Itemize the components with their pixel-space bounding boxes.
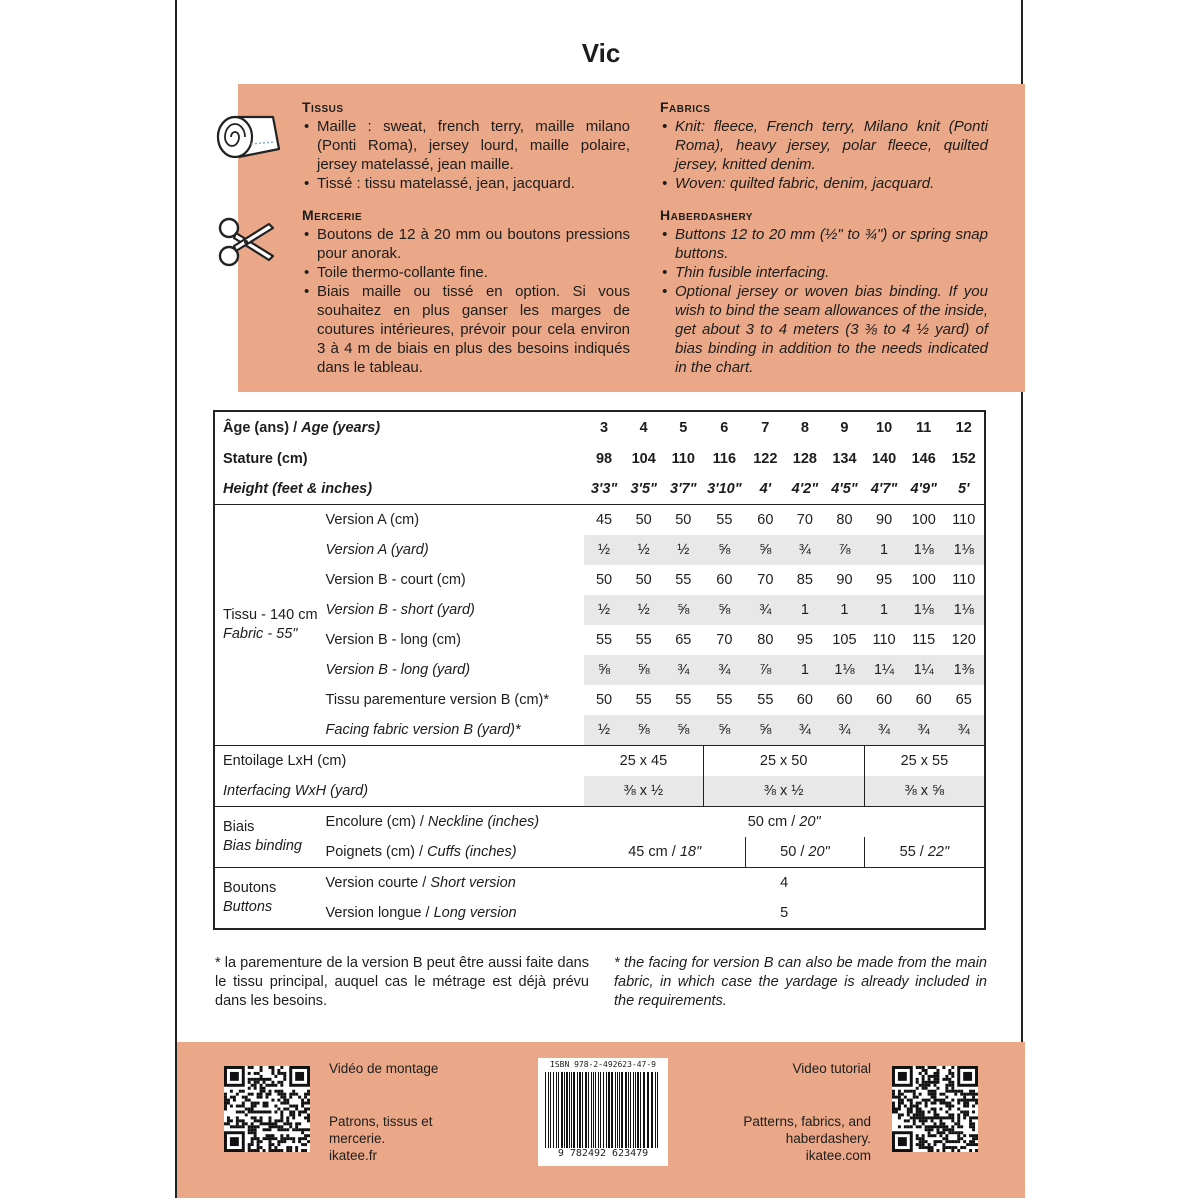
stature-cell: 146 — [911, 451, 936, 467]
fabric-row — [214, 655, 985, 685]
fabric-cell: 1⅛ — [904, 535, 944, 565]
height-cell: 4'5" — [831, 481, 858, 497]
interfacing-cell: ⅜ x ⅝ — [864, 776, 985, 807]
fabric-cell: 55 — [716, 692, 733, 708]
fabric-section — [214, 505, 985, 746]
fabric-cell: ½ — [584, 535, 624, 565]
interfacing-cell: ⅜ x ½ — [703, 776, 864, 807]
long-value: 5 — [780, 905, 789, 921]
stature-cell: 116 — [712, 451, 737, 467]
fabric-row — [214, 565, 985, 595]
fabric-cell: ¾ — [746, 595, 785, 625]
fabric-cell: ¾ — [785, 715, 825, 746]
shop-label-en: Patterns, fabrics, and haberdashery. — [743, 1114, 871, 1146]
long-version-row — [214, 898, 985, 929]
short-label-en: Short version — [430, 875, 516, 891]
interfacing-cell: ⅜ x ½ — [584, 776, 703, 807]
neckline-label-fr: Encolure (cm) / — [325, 814, 428, 830]
size-chart — [213, 410, 986, 930]
page-title: Vic — [581, 38, 621, 68]
short-version-row — [214, 868, 985, 899]
height-label: Height (feet & inches) — [223, 481, 373, 497]
cuffs-value-in: 18" — [679, 844, 702, 860]
fabric-cell: 70 — [716, 632, 733, 648]
fabric-cell: 1 — [864, 595, 904, 625]
fabric-row-label: Version B - long (cm) — [325, 632, 461, 648]
fabric-cell: ½ — [584, 595, 624, 625]
list-item: • Optional jersey or woven bias binding. If you wish to bind the seam allowances of the inside, get about 3 to 4 meters (3 ⅜ to 4 ½ yard) of bias binding in addition to the needs indicated in the chart. — [660, 282, 988, 377]
fabric-cell: ¾ — [785, 535, 825, 565]
fabric-cell: 120 — [951, 632, 976, 648]
fabric-cell: 115 — [912, 632, 936, 648]
height-cell: 4'7" — [870, 481, 898, 497]
fabric-cell: 110 — [952, 572, 976, 588]
interfacing-yard-row — [214, 776, 985, 807]
fabric-cell: 70 — [785, 505, 825, 536]
interfacing-cm-row — [214, 746, 985, 777]
fabric-cell: ¾ — [663, 655, 703, 685]
buttons-label-en: Buttons — [223, 899, 273, 915]
age-cell: 5 — [679, 420, 688, 436]
fabric-cell: 70 — [757, 572, 774, 588]
fabric-cell: 1 — [825, 595, 865, 625]
long-label-fr: Version longue / — [325, 905, 434, 921]
fabrics-fr — [302, 98, 630, 193]
fabric-cell: ½ — [624, 535, 664, 565]
barcode-number: 9 782492 623479 — [557, 1148, 649, 1159]
haberdashery-heading-fr: Mercerie — [302, 207, 363, 223]
fabric-cell: 105 — [832, 632, 857, 648]
fabric-cell: 1⅜ — [943, 655, 985, 685]
fabric-roll-icon — [215, 112, 281, 162]
fabric-cell: ⅝ — [584, 655, 624, 685]
fabric-cell: 60 — [915, 692, 932, 708]
fabric-row-label: Version B - court (cm) — [325, 572, 466, 588]
age-cell: 4 — [639, 420, 648, 436]
fabric-cell: 95 — [876, 572, 893, 588]
stature-cell: 134 — [832, 451, 857, 467]
height-cell: 3'5" — [630, 481, 657, 497]
fabric-row-label: Version A (yard) — [325, 542, 429, 558]
short-label-fr: Version courte / — [325, 875, 431, 891]
fabric-cell: 60 — [796, 692, 813, 708]
neckline-label-en: Neckline (inches) — [427, 814, 540, 830]
fabric-cell: 90 — [864, 505, 904, 536]
fabric-cell: 1¼ — [904, 655, 944, 685]
fabric-row-label: Facing fabric version B (yard)* — [325, 722, 521, 738]
interfacing-label-fr: Entoilage LxH (cm) — [214, 746, 584, 777]
fabric-cell: 65 — [675, 632, 692, 648]
age-cell: 9 — [840, 420, 849, 436]
fabric-cell: 60 — [716, 572, 733, 588]
fabric-cell: 1¼ — [864, 655, 904, 685]
stature-label: Stature (cm) — [223, 451, 308, 467]
fabric-cell: 60 — [876, 692, 893, 708]
fabric-cell: ⅝ — [663, 715, 703, 746]
barcode-bars — [543, 1072, 663, 1150]
cuffs-value-cm: 45 cm / — [628, 844, 680, 860]
fabric-cell: 50 — [635, 572, 652, 588]
fabric-cell: ⅝ — [624, 715, 664, 746]
fabric-cell: 50 — [595, 692, 613, 708]
fabric-cell: ⅝ — [663, 595, 703, 625]
bias-section — [214, 807, 985, 868]
fabric-cell: 85 — [796, 572, 813, 588]
height-cell: 4' — [759, 481, 772, 497]
height-cell: 3'3" — [590, 481, 618, 497]
fabric-cell: ⅞ — [746, 655, 785, 685]
fabrics-list-en — [660, 117, 988, 193]
haberdashery-list-fr — [302, 225, 630, 377]
fabric-row — [214, 535, 985, 565]
fabric-cell: 100 — [904, 505, 944, 536]
fabric-cell: ⅝ — [703, 595, 746, 625]
fabric-cell: 50 — [595, 572, 613, 588]
fabric-row-label: Version B - long (yard) — [325, 662, 471, 678]
fabric-cell: ⅝ — [703, 535, 746, 565]
site-link-en[interactable]: ikatee.com — [805, 1148, 871, 1163]
age-label-fr: Âge (ans) / — [223, 420, 302, 436]
buttons-section — [214, 868, 985, 930]
shop-label-fr: Patrons, tissus et mercerie. — [329, 1114, 433, 1146]
scissors-icon — [217, 216, 277, 268]
neckline-value-cm: 50 cm / — [747, 814, 800, 830]
fabric-group-label — [214, 505, 322, 746]
list-item: • Biais maille ou tissé en option. Si vous souhaitez en plus ganser les marges de coutures intérieures, prévoir pour cela environ 3 à 4 m de biais en plus des besoins indiqués dans le tableau. — [302, 282, 630, 377]
haberdashery-list-en — [660, 225, 988, 377]
height-row — [214, 474, 985, 505]
fabric-cell: ½ — [584, 715, 624, 746]
age-cell: 6 — [720, 420, 729, 436]
fabric-cell: ¾ — [703, 655, 746, 685]
neckline-row — [214, 807, 985, 838]
interfacing-cell: 25 x 55 — [864, 746, 985, 777]
list-item: • Thin fusible interfacing. — [660, 263, 988, 282]
stature-cell: 128 — [792, 451, 817, 467]
list-item: • Buttons 12 to 20 mm (½" to ¾") or spring snap buttons. — [660, 225, 988, 263]
fabric-cell: 50 — [624, 505, 664, 536]
fabric-cell: ¾ — [943, 715, 985, 746]
haberdashery-en — [660, 206, 988, 377]
interfacing-cell: 25 x 50 — [703, 746, 864, 777]
list-item: • Boutons de 12 à 20 mm ou boutons pressions pour anorak. — [302, 225, 630, 263]
fabrics-heading-fr: Tissus — [302, 99, 344, 115]
list-item: • Toile thermo-collante fine. — [302, 263, 630, 282]
fabric-cell: 55 — [757, 692, 774, 708]
fabric-cell: 100 — [911, 572, 936, 588]
short-value: 4 — [584, 868, 985, 899]
fabrics-en — [660, 98, 988, 193]
footnote-en: * the facing for version B can also be made from the main fabric, in which case the yardage is already included in the requirements. — [614, 955, 987, 1009]
age-cell: 8 — [800, 420, 809, 436]
height-cell: 4'2" — [791, 481, 819, 497]
fabric-cell: 110 — [943, 505, 985, 536]
long-label-en: Long version — [433, 905, 517, 921]
fabric-cell: ¾ — [864, 715, 904, 746]
fabrics-heading-en: Fabrics — [660, 99, 711, 115]
neckline-value-in: 20" — [799, 814, 821, 830]
stature-cell: 110 — [671, 451, 695, 467]
stature-cell: 98 — [595, 451, 613, 467]
fabric-cell: 55 — [595, 632, 613, 648]
isbn-text: ISBN 978-2-492623-47-9 — [550, 1060, 656, 1069]
fabric-row — [214, 715, 985, 746]
fabric-row — [214, 595, 985, 625]
fabric-cell: 55 — [635, 632, 652, 648]
cuffs-label-fr: Poignets (cm) / — [325, 844, 428, 860]
height-cell: 3'7" — [670, 481, 697, 497]
fabric-cell: ½ — [624, 595, 664, 625]
fabric-cell: 95 — [796, 632, 813, 648]
fabric-cell: 55 — [675, 572, 692, 588]
isbn-barcode — [538, 1058, 668, 1166]
qr-code-fr[interactable] — [224, 1066, 310, 1152]
interfacing-cell: 25 x 45 — [584, 746, 703, 777]
cuffs-value-in: 22" — [927, 844, 950, 860]
fabric-cell: 55 — [635, 692, 652, 708]
haberdashery-fr — [302, 206, 630, 377]
fabric-cell: 1⅛ — [943, 535, 985, 565]
age-cell: 3 — [600, 420, 609, 436]
interfacing-section — [214, 746, 985, 807]
fabric-cell: 1⅛ — [825, 655, 865, 685]
list-item: • Maille : sweat, french terry, maille milano (Ponti Roma), jersey lourd, maille polaire, jersey matelassé, jean maille. — [302, 117, 630, 174]
fabric-cell: 60 — [746, 505, 785, 536]
list-item: • Knit: fleece, French terry, Milano knit (Ponti Roma), heavy jersey, polar fleece, quilted jersey, knitted denim. — [660, 117, 988, 174]
fabric-cell: 55 — [675, 692, 692, 708]
fabric-cell: 1 — [864, 535, 904, 565]
age-cell: 10 — [876, 420, 893, 436]
cuffs-value-cm: 55 / — [899, 844, 928, 860]
stature-cell: 152 — [951, 451, 976, 467]
stature-cell: 104 — [631, 451, 656, 467]
fabric-cell: ⅝ — [703, 715, 746, 746]
fabric-cell: ⅝ — [746, 715, 785, 746]
fabric-row — [214, 625, 985, 655]
fabric-cell: ¾ — [904, 715, 944, 746]
video-label-fr: Vidéo de montage — [329, 1061, 439, 1076]
interfacing-label-en: Interfacing WxH (yard) — [223, 783, 369, 799]
fabric-cell: ⅞ — [825, 535, 865, 565]
fabric-cell: 80 — [825, 505, 865, 536]
height-cell: 3'10" — [707, 481, 742, 497]
fabric-cell: ⅝ — [746, 535, 785, 565]
fabric-cell: 45 — [584, 505, 624, 536]
stature-row — [214, 444, 985, 474]
list-item: • Tissé : tissu matelassé, jean, jacquard. — [302, 174, 630, 193]
fabric-cell: 65 — [955, 692, 972, 708]
age-cell: 7 — [761, 420, 770, 436]
video-label-en: Video tutorial — [792, 1061, 871, 1076]
fabric-cell: 1 — [785, 655, 825, 685]
site-link-fr[interactable]: ikatee.fr — [329, 1148, 378, 1163]
buttons-label-fr: Boutons — [223, 880, 277, 896]
fabric-cell: 90 — [836, 572, 853, 588]
qr-code-en[interactable] — [892, 1066, 978, 1152]
list-item: • Woven: quilted fabric, denim, jacquard. — [660, 174, 988, 193]
fabric-group-fr: Tissu - 140 cm — [223, 607, 318, 623]
fabric-cell: ⅝ — [624, 655, 664, 685]
cuffs-row — [214, 837, 985, 868]
fabric-row-label: Version A (cm) — [322, 505, 585, 536]
bias-label-fr: Biais — [223, 819, 255, 835]
fabric-cell: 80 — [757, 632, 774, 648]
fabric-cell: 1⅛ — [943, 595, 985, 625]
age-row — [214, 411, 985, 444]
bias-label-en: Bias binding — [223, 838, 302, 854]
fabric-cell: 110 — [872, 632, 896, 648]
fabric-row-label: Tissu parementure version B (cm)* — [325, 692, 550, 708]
age-cell: 12 — [955, 420, 972, 436]
haberdashery-heading-en: Haberdashery — [660, 207, 753, 223]
stature-cell: 140 — [871, 451, 897, 467]
cuffs-label-en: Cuffs (inches) — [427, 844, 517, 860]
height-cell: 4'9" — [910, 481, 937, 497]
stature-cell: 122 — [753, 451, 778, 467]
fabric-cell: ½ — [663, 535, 703, 565]
fabric-cell: ¾ — [825, 715, 865, 746]
fabric-cell: 1 — [785, 595, 825, 625]
fabric-cell: 1⅛ — [904, 595, 944, 625]
fabric-cell: 55 — [703, 505, 746, 536]
cuffs-value-cm: 50 / — [780, 844, 809, 860]
fabric-row-label: Version B - short (yard) — [325, 602, 475, 618]
fabric-cell: 60 — [836, 692, 853, 708]
fabric-row — [214, 685, 985, 715]
fabric-cell: 50 — [663, 505, 703, 536]
fabrics-list-fr — [302, 117, 630, 193]
age-cell: 11 — [916, 420, 932, 436]
height-cell: 5' — [957, 481, 970, 497]
age-label-en: Age (years) — [301, 420, 381, 436]
fabric-row — [214, 505, 985, 536]
cuffs-value-in: 20" — [808, 844, 830, 860]
fabric-group-en: Fabric - 55" — [223, 626, 298, 642]
footnote-fr: * la parementure de la version B peut être aussi faite dans le tissu principal, auquel cas le métrage est déjà prévu dans les besoins. — [215, 955, 589, 1009]
